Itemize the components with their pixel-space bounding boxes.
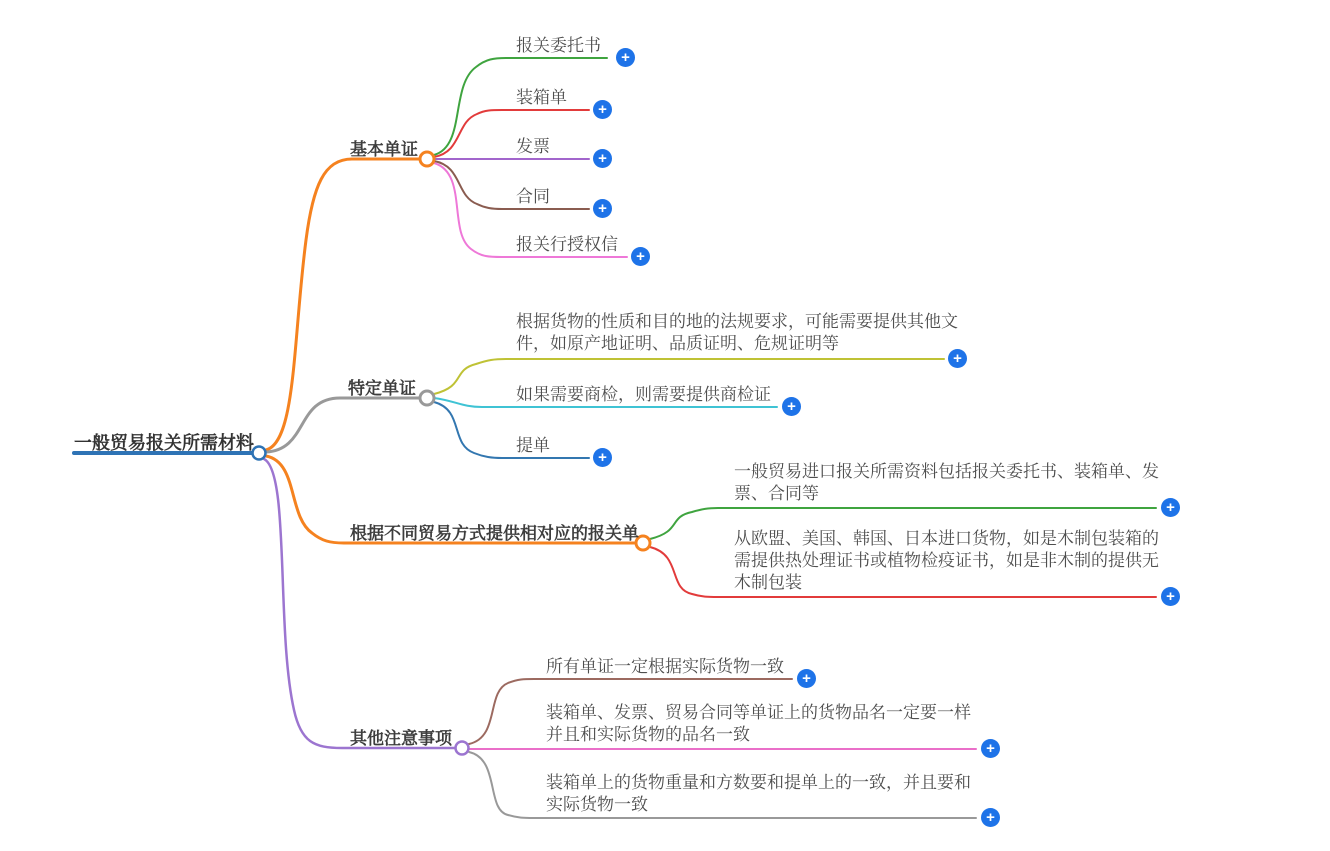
leaf-other-certificates-label[interactable]: 根据货物的性质和目的地的法规要求，可能需要提供其他文件，如原产地证明、品质证明、危规证明等 (516, 312, 958, 353)
plus-icon: + (598, 101, 607, 118)
other-notes-node-toggle[interactable] (456, 742, 469, 755)
leaf-packing-list-label[interactable]: 装箱单 (516, 88, 567, 107)
plus-icon: + (787, 398, 796, 415)
plus-icon: + (1166, 588, 1175, 605)
branch-specific-docs-label[interactable]: 特定单证 (348, 379, 416, 398)
leaf-contract-label[interactable]: 合同 (516, 187, 550, 206)
edge-root-basic-docs (266, 159, 420, 450)
expand-button-import-materials[interactable] (1161, 498, 1180, 517)
leaf-power-of-attorney-label[interactable]: 报关委托书 (516, 36, 601, 55)
basic-docs-node-toggle[interactable] (420, 152, 434, 166)
leaf-inspection-cert-label[interactable]: 如果需要商检，则需要提供商检证 (516, 385, 771, 404)
expand-button-bill-of-lading[interactable] (593, 448, 612, 467)
expand-button-power-of-attorney[interactable] (616, 48, 635, 67)
expand-button-packing-list[interactable] (593, 100, 612, 119)
plus-icon: + (802, 670, 811, 687)
plus-icon: + (986, 809, 995, 826)
expand-button-inspection-cert[interactable] (782, 397, 801, 416)
leaf-bill-of-lading-label[interactable]: 提单 (516, 436, 550, 455)
plus-icon: + (636, 248, 645, 265)
branch-trade-mode-label[interactable]: 根据不同贸易方式提供相对应的报关单 (350, 524, 639, 543)
plus-icon: + (598, 200, 607, 217)
expand-button-invoice[interactable] (593, 149, 612, 168)
plus-icon: + (598, 449, 607, 466)
leaf-import-materials-label[interactable]: 一般贸易进口报关所需资料包括报关委托书、装箱单、发票、合同等 (734, 462, 1159, 503)
branch-basic-docs-label[interactable]: 基本单证 (350, 140, 418, 159)
leaf-wood-packaging-label[interactable]: 从欧盟、美国、韩国、日本进口货物，如是木制包装箱的需提供热处理证书或植物检疫证书，如是非木制的提供无木制包装 (734, 529, 1159, 592)
edge-bill-of-lading (434, 402, 589, 458)
plus-icon: + (986, 740, 995, 757)
leaf-docs-match-goods-label[interactable]: 所有单证一定根据实际货物一致 (546, 657, 784, 676)
leaf-weight-volume-match-label[interactable]: 装箱单上的货物重量和方数要和提单上的一致，并且要和实际货物一致 (546, 773, 971, 814)
leaf-broker-authorization-label[interactable]: 报关行授权信 (516, 235, 618, 254)
plus-icon: + (621, 49, 630, 66)
expand-button-product-name-match[interactable] (981, 739, 1000, 758)
plus-icon: + (1166, 499, 1175, 516)
root-node-toggle[interactable] (253, 447, 266, 460)
edge-root-other-notes (264, 459, 455, 748)
plus-icon: + (598, 150, 607, 167)
leaf-product-name-match-label[interactable]: 装箱单、发票、贸易合同等单证上的货物品名一定要一样并且和实际货物的品名一致 (546, 703, 971, 744)
root-node-label[interactable]: 一般贸易报关所需材料 (74, 433, 254, 453)
branch-other-notes-label[interactable]: 其他注意事项 (350, 729, 452, 748)
expand-button-wood-packaging[interactable] (1161, 587, 1180, 606)
plus-icon: + (953, 350, 962, 367)
expand-button-other-certificates[interactable] (948, 349, 967, 368)
leaf-invoice-label[interactable]: 发票 (516, 137, 550, 156)
expand-button-broker-authorization[interactable] (631, 247, 650, 266)
specific-docs-node-toggle[interactable] (420, 391, 434, 405)
expand-button-docs-match-goods[interactable] (797, 669, 816, 688)
expand-button-weight-volume-match[interactable] (981, 808, 1000, 827)
expand-button-contract[interactable] (593, 199, 612, 218)
